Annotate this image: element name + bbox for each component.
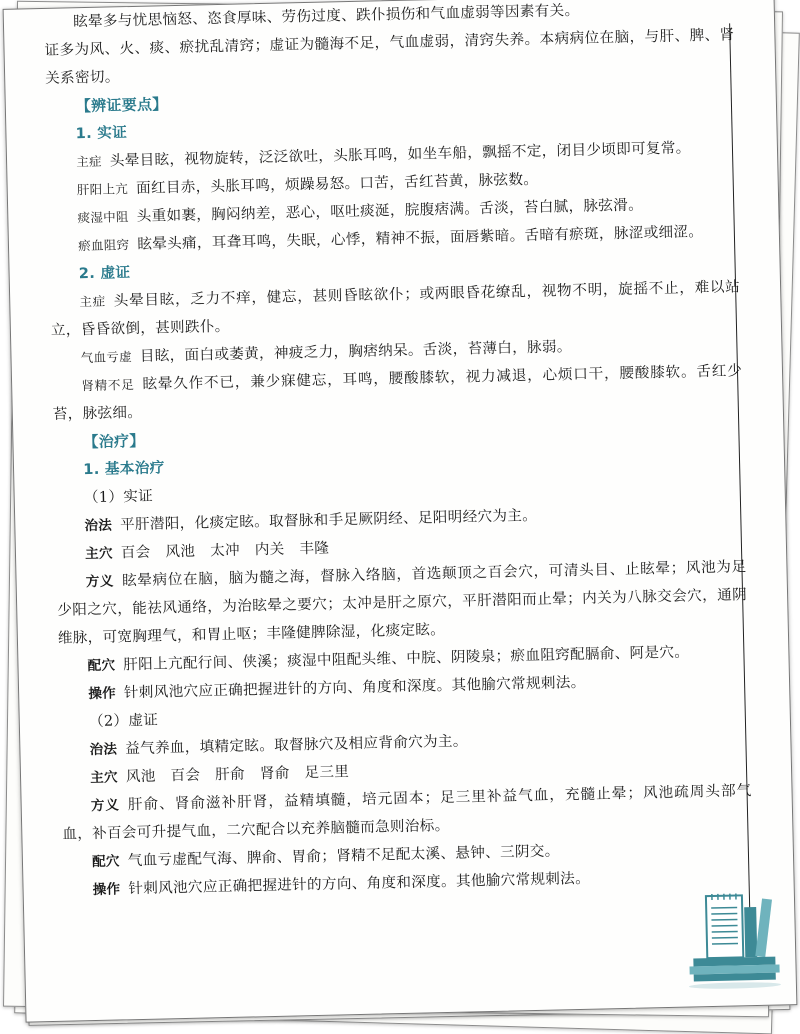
- intro-line-1: 眩晕多与忧思恼怒、恣食厚味、劳伤过度、跌仆损伤和气血虚弱等因素有关。: [72, 1, 580, 31]
- page-content: [44, 0, 754, 905]
- label-main: 主症: [76, 153, 103, 170]
- label-op-2: 操作: [92, 881, 121, 899]
- tx-def-method-text: 益气养血，填精定眩。取督脉穴及相应背俞穴为主。: [125, 732, 468, 758]
- tx-excess-meaning-text: 眩晕病位在脑，脑为髓之海，督脉入络脑，首选颠顶之百会穴，可清头目、止眩晕；风池为足少阳之穴，能祛风通络，为治眩晕之要穴；太冲是肝之原穴，平肝潜阳而止晕；内关为八脉交会穴，通阴维脉，可宽胸理气，和胃止呕；丰隆健脾除湿，化痰定眩。: [57, 558, 748, 647]
- deficiency-qi-text: 目眩，面白或萎黄，神疲乏力，胸痞纳呆。舌淡，苔薄白，脉弱。: [139, 338, 572, 365]
- label-main-2: 主症: [79, 293, 107, 310]
- label-combo: 配穴: [87, 657, 116, 675]
- excess-stasis-text: 眩晕头痛，耳聋耳鸣，失眠，心悸，精神不振，面唇紫暗。舌暗有瘀斑，脉涩或细涩。: [137, 223, 704, 253]
- label-combo-2: 配穴: [91, 853, 120, 871]
- label-method-2: 治法: [89, 741, 118, 759]
- label-points: 主穴: [84, 545, 113, 563]
- tx-def-meaning-text: 肝俞、肾俞滋补肝肾，益精填髓，培元固本；足三里补益气血，充髓止晕；风池疏周头部气血，补百会可升提气血，二穴配合以充养脑髓而急则治标。: [62, 782, 752, 843]
- tx-excess-meaning: [56, 553, 748, 653]
- label-meaning-2: 方义: [90, 797, 121, 815]
- label-method: 治法: [84, 517, 113, 535]
- heading-excess-treatment: （1）实证: [83, 487, 154, 507]
- heading-excess: 1. 实证: [75, 124, 128, 143]
- intro-line-2: 证多为风、火、痰、瘀扰乱清窍；虚证为髓海不足，气血虚弱，清窍失养。本病病位在脑，与肝、脾、肾关系密切。: [44, 26, 735, 87]
- excess-main-text: 头晕目眩，视物旋转，泛泛欲吐，头胀耳鸣，如坐车船，飘摇不定，闭目少顷即可复常。: [109, 139, 691, 170]
- label-phlegm: 痰湿中阻: [77, 209, 129, 226]
- heading-deficiency-treatment: （2）虚证: [88, 711, 159, 731]
- document-page: [3, 0, 798, 1023]
- label-points-2: 主穴: [90, 769, 119, 787]
- deficiency-main-text: 头晕目眩，乏力不痒，健忘，甚则昏眩欲仆；或两眼昏花缭乱，视物不明，旋摇不止，难以站立，昏昏欲倒，甚则跌仆。: [50, 278, 741, 339]
- excess-phlegm-text: 头重如裹，胸闷纳差，恶心，呕吐痰涎，脘腹痞满。舌淡，苔白腻，脉弦滑。: [136, 196, 644, 225]
- heading-treatment: 【治疗】: [83, 431, 145, 452]
- tx-def-points-text: 风池 百会 肝俞 肾俞 足三里: [125, 763, 350, 786]
- book-stack-icon: [678, 876, 791, 998]
- tx-excess-method-text: 平肝潜阳，化痰定眩。取督脉和手足厥阴经、足阳明经穴为主。: [119, 506, 538, 534]
- tx-excess-points-text: 百会 风池 太冲 内关 丰隆: [120, 539, 330, 562]
- label-kidney: 肾精不足: [81, 376, 135, 394]
- label-qi: 气血亏虚: [80, 349, 133, 366]
- tx-excess-combo-text: 肝阳上亢配行间、侠溪；痰湿中阻配头维、中脘、阴陵泉；瘀血阻窍配膈俞、阿是穴。: [123, 643, 690, 674]
- label-stasis: 瘀血阻窍: [78, 237, 130, 254]
- tx-def-combo-text: 气血亏虚配气海、脾俞、胃俞；肾精不足配太溪、悬钟、三阴交。: [127, 842, 560, 870]
- label-meaning: 方义: [85, 573, 115, 591]
- heading-deficiency: 2. 虚证: [78, 264, 131, 283]
- label-liver: 肝阳上亢: [76, 181, 129, 198]
- excess-liver-text: 面红目赤，头胀耳鸣，烦躁易怒。口苦，舌红苔黄，脉弦数。: [135, 170, 539, 197]
- tx-excess-op-text: 针刺风池穴应正确把握进针的方向、角度和深度。其他腧穴常规刺法。: [123, 673, 586, 702]
- heading-basic-treatment: 1. 基本治疗: [83, 459, 165, 479]
- label-op: 操作: [88, 685, 117, 703]
- heading-diagnosis: 【辨证要点】: [75, 95, 168, 116]
- tx-def-op-text: 针刺风池穴应正确把握进针的方向、角度和深度。其他腧穴常规刺法。: [128, 869, 591, 898]
- deficiency-kidney-text: 眩晕久作不已，兼少寐健忘，耳鸣，腰酸膝软，视力减退，心烦口干，腰酸膝软。舌红少苔，脉弦细。: [52, 362, 743, 423]
